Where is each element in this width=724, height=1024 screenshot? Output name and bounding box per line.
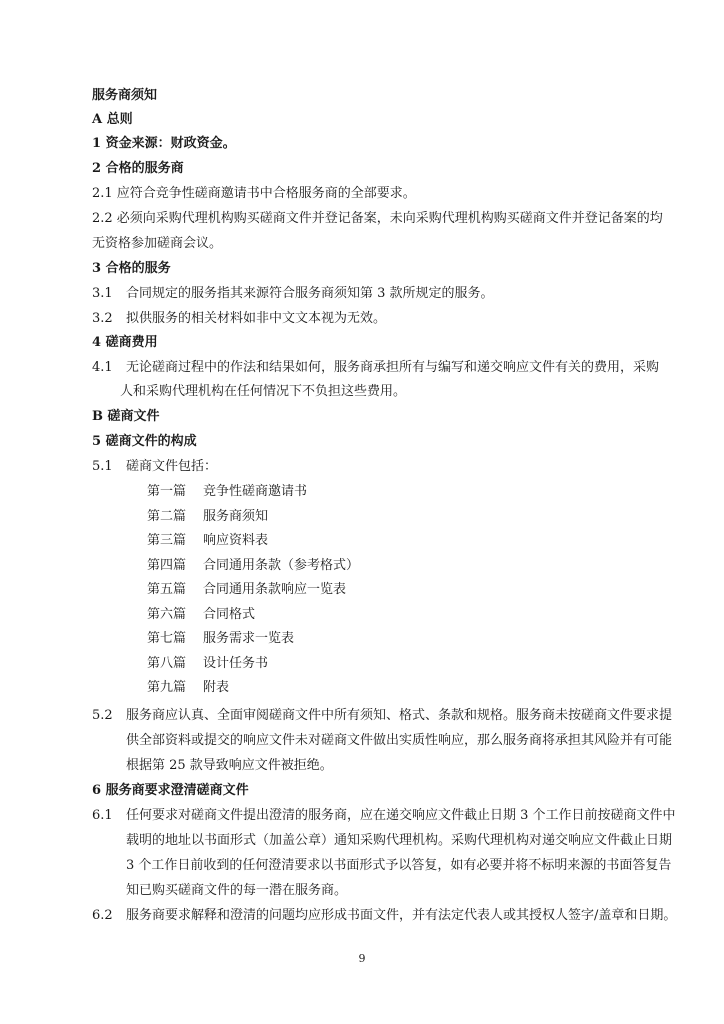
part-title: 设计任务书 xyxy=(203,656,269,671)
part-item xyxy=(147,558,359,574)
clause-text: 服务商应认真、全面审阅磋商文件中所有须知、格式、条款和规格。服务商未按磋商文件要求提 xyxy=(126,708,673,723)
part-item xyxy=(147,509,268,525)
clause-1: 1 资金来源：财政资金。 xyxy=(92,136,236,151)
part-item xyxy=(147,631,294,647)
clause-number: 6.2 xyxy=(92,908,113,923)
part-label: 第三篇 xyxy=(147,533,187,548)
part-title: 服务商须知 xyxy=(203,509,269,524)
section-b-heading: B 磋商文件 xyxy=(92,409,160,424)
clause-6-1-line2: 载明的地址以书面形式（加盖公章）通知采购代理机构。采购代理机构对递交响应文件截止日期 xyxy=(126,833,673,848)
part-title: 合同通用条款（参考格式） xyxy=(203,558,360,573)
clause-number: 6.1 xyxy=(92,808,113,823)
clause-number: 5.2 xyxy=(92,708,113,723)
clause-2-2-line1: 2.2 必须向采购代理机构购买磋商文件并登记备案，未向采购代理机构购买磋商文件并登记备案的均 xyxy=(92,211,663,226)
clause-3-2 xyxy=(92,311,386,327)
part-label: 第一篇 xyxy=(147,484,187,499)
section-a-heading: A 总则 xyxy=(92,112,133,127)
clause-6-1-line1 xyxy=(92,808,676,824)
page-number: 9 xyxy=(358,952,366,965)
part-item xyxy=(147,533,268,549)
clause-4-heading: 4 磋商费用 xyxy=(92,335,158,350)
part-label: 第二篇 xyxy=(147,509,187,524)
clause-text: 服务商要求解释和澄清的问题均应形成书面文件，并有法定代表人或其授权人签字/盖章和日期。 xyxy=(126,908,677,923)
part-label: 第四篇 xyxy=(147,558,187,573)
part-title: 合同格式 xyxy=(203,607,256,622)
part-title: 竞争性磋商邀请书 xyxy=(203,484,308,499)
part-label: 第五篇 xyxy=(147,582,187,597)
part-item xyxy=(147,582,346,598)
part-item xyxy=(147,656,268,672)
clause-5-2-line3: 根据第 25 款导致响应文件被拒绝。 xyxy=(126,758,333,773)
clause-number: 3.1 xyxy=(92,286,113,301)
clause-6-1-line4: 知已购买磋商文件的每一潜在服务商。 xyxy=(126,883,348,898)
part-title: 服务需求一览表 xyxy=(203,631,295,646)
clause-number: 3.2 xyxy=(92,311,113,326)
part-title: 附表 xyxy=(203,680,230,695)
part-item xyxy=(147,607,255,623)
part-label: 第七篇 xyxy=(147,631,187,646)
clause-2-1: 2.1 应符合竞争性磋商邀请书中合格服务商的全部要求。 xyxy=(92,186,416,201)
clause-5-2-line2: 供全部资料或提交的响应文件未对磋商文件做出实质性响应，那么服务商将承担其风险并有可能 xyxy=(126,733,673,748)
part-title: 响应资料表 xyxy=(203,533,269,548)
clause-text: 合同规定的服务指其来源符合服务商须知第 3 款所规定的服务。 xyxy=(126,286,494,301)
part-item xyxy=(147,680,229,696)
part-label: 第九篇 xyxy=(147,680,187,695)
clause-text: 任何要求对磋商文件提出澄清的服务商，应在递交响应文件截止日期 3 个工作日前按磋商文件中 xyxy=(126,808,676,823)
clause-6-heading: 6 服务商要求澄清磋商文件 xyxy=(92,783,249,798)
clause-5-heading: 5 磋商文件的构成 xyxy=(92,434,197,449)
clause-4-1-line2: 人和采购代理机构在任何情况下不负担这些费用。 xyxy=(120,384,407,399)
clause-2-2-line2: 无资格参加磋商会议。 xyxy=(92,236,223,251)
part-title: 合同通用条款响应一览表 xyxy=(203,582,347,597)
clause-5-2-line1 xyxy=(92,708,672,724)
clause-4-1-line1 xyxy=(92,360,659,376)
part-label: 第八篇 xyxy=(147,656,187,671)
clause-text: 无论磋商过程中的作法和结果如何，服务商承担所有与编写和递交响应文件有关的费用，采购 xyxy=(126,360,660,375)
doc-title: 服务商须知 xyxy=(92,88,158,103)
clause-6-1-line3: 3 个工作日前收到的任何澄清要求以书面形式予以答复，如有必要并将不标明来源的书面答复告 xyxy=(126,858,672,873)
clause-3-1 xyxy=(92,286,494,302)
part-label: 第六篇 xyxy=(147,607,187,622)
clause-number: 5.1 xyxy=(92,459,113,474)
clause-6-2 xyxy=(92,908,676,924)
clause-2-heading: 2 合格的服务商 xyxy=(92,161,184,176)
part-item xyxy=(147,484,307,500)
clause-text: 磋商文件包括： xyxy=(126,459,218,474)
clause-5-1 xyxy=(92,459,217,475)
clause-3-heading: 3 合格的服务 xyxy=(92,261,171,276)
clause-text: 拟供服务的相关材料如非中文文本视为无效。 xyxy=(126,311,387,326)
clause-number: 4.1 xyxy=(92,360,113,375)
